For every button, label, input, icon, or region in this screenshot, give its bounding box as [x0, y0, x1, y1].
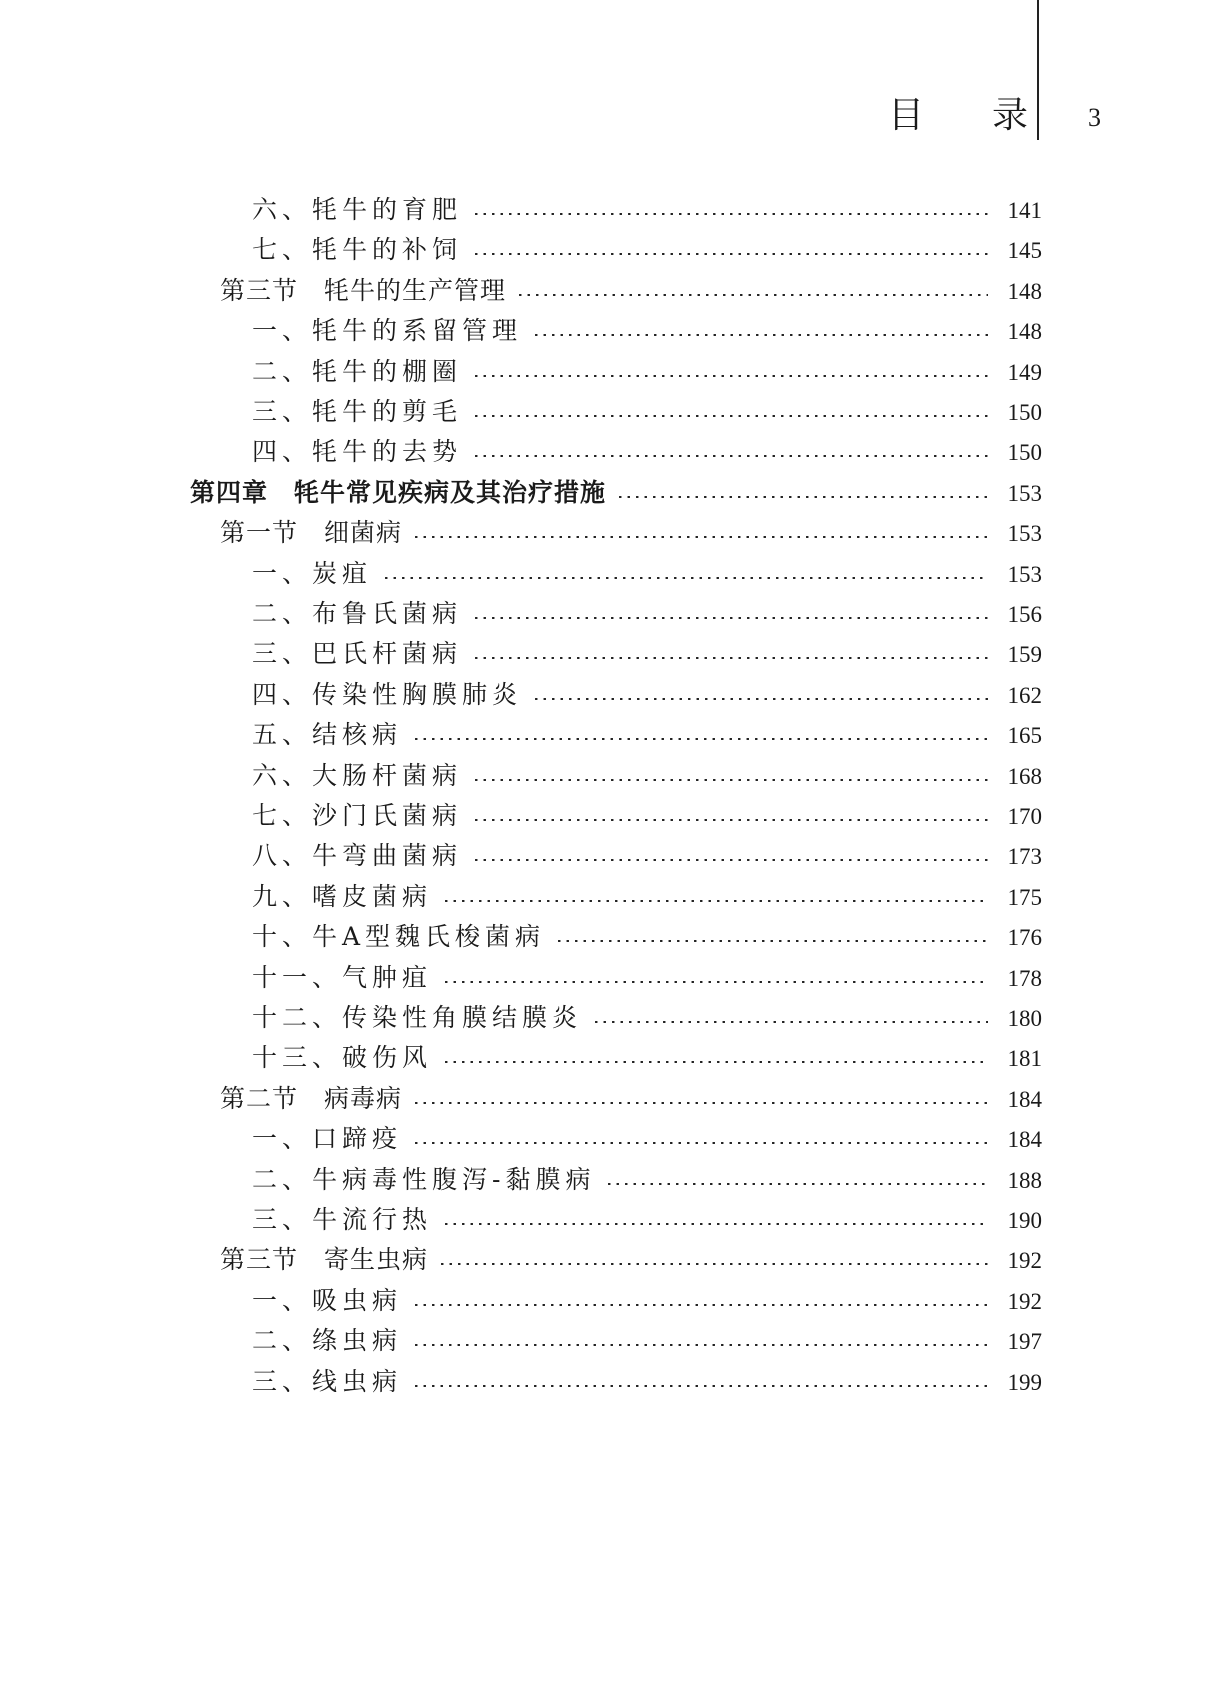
toc-entry-page: 153 [1007, 561, 1042, 587]
toc-entry-page: 173 [1007, 844, 1042, 870]
toc-entry-page: 180 [1007, 1006, 1042, 1031]
toc-entry-item [252, 432, 1042, 472]
toc-entry-page: 145 [1007, 238, 1042, 264]
toc-entry-item [252, 352, 1042, 392]
toc-entry-label: 二、牦牛的棚圈 [252, 356, 463, 386]
dot-leader [442, 900, 988, 902]
toc-entry-label: 第一节 细菌病 [220, 518, 403, 548]
header-rule [1037, 0, 1039, 140]
toc-entry-section [220, 271, 1042, 311]
toc-entry-label: 十三、破伤风 [252, 1043, 433, 1073]
toc-entry-item [252, 1038, 1042, 1078]
toc-entry-page: 153 [1007, 521, 1042, 547]
toc-entry-page: 188 [1007, 1167, 1042, 1193]
toc-entry-page: 168 [1007, 763, 1042, 789]
toc-entry-item [252, 554, 1042, 594]
toc-entry-page: 141 [1007, 198, 1042, 223]
toc-entry-page: 199 [1007, 1369, 1042, 1395]
page-title-char-1: 目 [888, 95, 925, 136]
dot-leader [592, 1021, 988, 1023]
toc-entry-section [220, 1240, 1042, 1280]
toc-entry-label: 第三节 寄生虫病 [220, 1245, 429, 1275]
page-header [0, 0, 1206, 150]
toc-entry-page: 181 [1007, 1046, 1042, 1072]
toc-entry-page: 175 [1007, 884, 1042, 910]
toc-entry-item [252, 998, 1042, 1038]
dot-leader [472, 455, 988, 457]
dot-leader [412, 1102, 988, 1104]
toc-entry-item [252, 836, 1042, 876]
toc-entry-label: 五、结核病 [252, 720, 403, 750]
toc-entry-label: 三、牛流行热 [252, 1205, 433, 1234]
toc-entry-page: 156 [1007, 602, 1042, 627]
toc-entry-label: 三、牦牛的剪毛 [252, 397, 463, 426]
toc-entry-item [252, 796, 1042, 836]
dot-leader [382, 577, 988, 579]
toc-entry-page: 150 [1007, 440, 1042, 466]
toc-entry-label: 七、牦牛的补饲 [252, 235, 463, 265]
toc-entry-item [252, 1160, 1042, 1200]
toc-entry-item [252, 877, 1042, 917]
toc-entry-page: 149 [1007, 359, 1042, 385]
dot-leader [412, 1385, 988, 1387]
toc-entry-chapter [190, 473, 1042, 513]
page-title [888, 92, 1028, 140]
dot-leader [412, 536, 988, 538]
dot-leader [532, 334, 988, 336]
toc-entry-item [252, 392, 1042, 432]
dot-leader [616, 496, 988, 498]
toc-entry-page: 197 [1007, 1329, 1042, 1355]
page-title-char-2: 录 [991, 95, 1028, 136]
toc-entry-label: 第二节 病毒病 [220, 1083, 403, 1113]
toc-entry-label: 九、嗜皮菌病 [252, 881, 433, 911]
toc-entry-page: 153 [1007, 480, 1042, 506]
toc-entry-item [252, 1321, 1042, 1361]
toc-entry-page: 165 [1007, 723, 1042, 749]
toc-entry-item [252, 1119, 1042, 1159]
toc-entry-label: 六、牦牛的育肥 [252, 195, 463, 224]
dot-leader [412, 1344, 988, 1346]
toc-entry-page: 178 [1007, 965, 1042, 991]
toc-entry-page: 162 [1007, 682, 1042, 708]
toc-entry-item [252, 917, 1042, 957]
toc-entry-item [252, 1362, 1042, 1402]
toc-entry-label: 一、口蹄疫 [252, 1124, 403, 1154]
toc-entry-label: 一、牦牛的系留管理 [252, 316, 523, 346]
toc-entry-page: 184 [1007, 1086, 1042, 1112]
toc-entry-page: 148 [1007, 278, 1042, 304]
toc-entry-item [252, 958, 1042, 998]
toc-entry-label: 八、牛弯曲菌病 [252, 841, 463, 871]
toc-entry-item [252, 311, 1042, 351]
toc-entry-label: 十一、气肿疽 [252, 962, 433, 992]
dot-leader [472, 253, 988, 255]
toc-entry-label: 一、炭疽 [252, 558, 373, 588]
dot-leader [472, 859, 988, 861]
toc-entry-page: 190 [1007, 1208, 1042, 1233]
toc-entry-page: 176 [1007, 925, 1042, 951]
toc-entry-page: 159 [1007, 642, 1042, 668]
toc-entry-item [252, 634, 1042, 674]
toc-entry-item [252, 190, 1042, 230]
toc-entry-label: 三、线虫病 [252, 1366, 403, 1396]
dot-leader [412, 738, 988, 740]
toc-entry-label: 二、绦虫病 [252, 1326, 403, 1356]
dot-leader [472, 819, 988, 821]
toc-entry-label: 一、吸虫病 [252, 1285, 403, 1315]
toc-entry-label: 十二、传染性角膜结膜炎 [252, 1003, 583, 1032]
dot-leader [472, 657, 988, 659]
dot-leader [532, 698, 988, 700]
dot-leader [438, 1263, 988, 1265]
toc-entry-label: 四、牦牛的去势 [252, 437, 463, 467]
toc-entry-page: 192 [1007, 1248, 1042, 1274]
dot-leader [442, 1223, 988, 1225]
toc-entry-item [252, 230, 1042, 270]
dot-leader [516, 294, 988, 296]
toc-entry-page: 148 [1007, 319, 1042, 345]
dot-leader [442, 981, 988, 983]
toc-entry-label: 二、牛病毒性腹泻-黏膜病 [252, 1164, 596, 1194]
toc-entry-page: 192 [1007, 1288, 1042, 1314]
dot-leader [412, 1142, 988, 1144]
toc-entry-page: 184 [1007, 1127, 1042, 1153]
toc-entry-label: 第三节 牦牛的生产管理 [220, 275, 507, 305]
toc-entry-label: 七、沙门氏菌病 [252, 801, 463, 830]
dot-leader [442, 1061, 988, 1063]
toc-entry-item [252, 756, 1042, 796]
dot-leader [472, 779, 988, 781]
dot-leader [412, 1304, 988, 1306]
toc-entry-page: 170 [1007, 804, 1042, 829]
dot-leader [605, 1183, 988, 1185]
dot-leader [555, 940, 988, 942]
toc-entry-label: 四、传染性胸膜肺炎 [252, 679, 523, 709]
toc-entry-label: 六、大肠杆菌病 [252, 760, 463, 790]
toc-entry-section [220, 513, 1042, 553]
toc-entry-page: 150 [1007, 400, 1042, 425]
dot-leader [472, 415, 988, 417]
toc-entry-item [252, 594, 1042, 634]
toc-entry-label: 第四章 牦牛常见疾病及其治疗措施 [190, 477, 607, 507]
toc-entry-item [252, 1200, 1042, 1240]
toc-entry-label: 三、巴氏杆菌病 [252, 639, 463, 669]
toc-entry-label: 十、牛A型魏氏梭菌病 [252, 922, 546, 952]
toc-entry-item [252, 1281, 1042, 1321]
dot-leader [472, 617, 988, 619]
toc-entry-item [252, 715, 1042, 755]
page-number: 3 [1088, 103, 1101, 132]
toc-entry-label: 二、布鲁氏菌病 [252, 599, 463, 628]
toc-entry-item [252, 675, 1042, 715]
dot-leader [472, 213, 988, 215]
toc-entry-section [220, 1079, 1042, 1119]
dot-leader [472, 375, 988, 377]
